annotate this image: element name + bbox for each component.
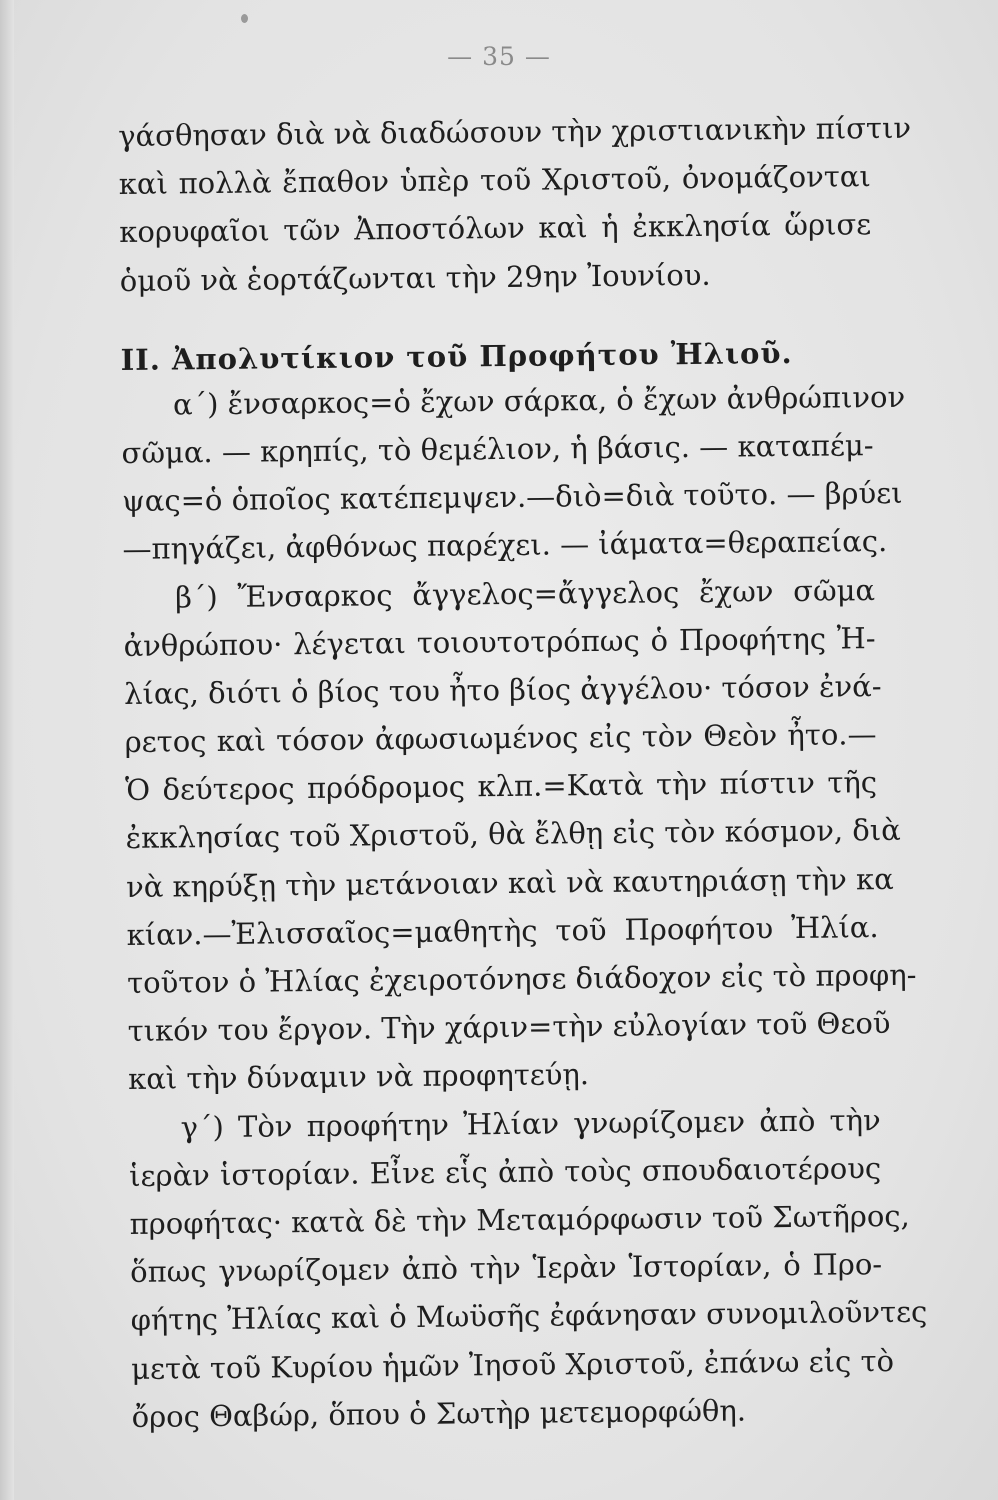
text-line: γάσθησαν διὰ νὰ διαδώσουν τὴν χριστιανικὴν πίστιν [118, 110, 912, 153]
text-line: ρετος καὶ τόσον ἀφωσιωμένος εἰς τὸν Θεὸν ἦτο.— [124, 717, 877, 760]
paragraph-beta [123, 566, 917, 1104]
text-line: ἀνθρώπου· λέγεται τοιουτοτρόπως ὁ Προφήτης Ἠ- [123, 620, 876, 663]
page-body [118, 104, 928, 1441]
text-line: ὁμοῦ νὰ ἑορτάζωνται τὴν 29ην Ἰουνίου. [119, 257, 711, 298]
text-line: καὶ τὴν δύναμιν νὰ προφητεύῃ. [127, 1057, 590, 1097]
text-line: λίας, διότι ὁ βίος του ἦτο βίος ἀγγέλου· τόσον ἐνά- [123, 668, 882, 711]
text-line: φήτης Ἠλίας καὶ ὁ Μωϋσῆς ἐφάνησαν συνομιλοῦντες [130, 1294, 928, 1338]
text-line: ἱερὰν ἱστορίαν. Εἶνε εἷς ἀπὸ τοὺς σπουδαιοτέρους [128, 1150, 882, 1193]
paragraph-alpha [121, 373, 906, 574]
ink-speck [241, 14, 248, 23]
text-line: α΄) ἔνσαρκος=ὁ ἔχων σάρκα, ὁ ἔχων ἀνθρώπινον [172, 379, 906, 422]
text-line: κίαν.—Ἐλισσαῖος=μαθητὴς τοῦ Προφήτου Ἠλία. [126, 909, 879, 952]
text-line: γ΄) Τὸν προφήτην Ἠλίαν γνωρίζομεν ἀπὸ τὴν [180, 1102, 881, 1144]
paragraph-continuation [118, 104, 912, 305]
paragraph-gamma [128, 1096, 928, 1441]
text-line: ἐκκλησίας τοῦ Χριστοῦ, θὰ ἔλθῃ εἰς τὸν κόσμον, διὰ [125, 813, 901, 856]
text-line: καὶ πολλὰ ἔπαθον ὑπὲρ τοῦ Χριστοῦ, ὀνομάζονται [118, 159, 871, 202]
section-heading: ΙΙ. Ἀπολυτίκιον τοῦ Προφήτου Ἠλιοῦ. [120, 335, 793, 377]
text-line: β΄) Ἔνσαρκος ἄγγελος=ἄγγελος ἔχων σῶμα [174, 572, 876, 614]
page-edge-shadow [0, 0, 14, 1500]
text-line: Ὁ δεύτερος πρόδρομος κλπ.=Κατὰ τὴν πίστιν τῆς [124, 765, 878, 808]
text-line: μετὰ τοῦ Κυρίου ἡμῶν Ἰησοῦ Χριστοῦ, ἐπάνω εἰς τὸ [130, 1343, 895, 1386]
page-number: — 35 — [447, 42, 551, 71]
text-line: —πηγάζει, ἀφθόνως παρέχει. — ἰάματα=θεραπείας. [122, 524, 888, 567]
text-line: κορυφαῖοι τῶν Ἀποστόλων καὶ ἡ ἐκκλησία ὥρισε [119, 207, 872, 250]
text-line: ὄρος Θαβώρ, ὅπου ὁ Σωτὴρ μετεμορφώθη. [131, 1393, 747, 1434]
text-line: σῶμα. — κρηπίς, τὸ θεμέλιον, ἡ βάσις. — καταπέμ- [121, 428, 874, 470]
text-line: τικόν του ἔργον. Τὴν χάριν=τὴν εὐλογίαν τοῦ Θεοῦ [127, 1006, 891, 1049]
text-line: ὅπως γνωρίζομεν ἀπὸ τὴν Ἱερὰν Ἱστορίαν, ὁ Προ- [129, 1247, 883, 1290]
text-line: ψας=ὁ ὁποῖος κατέπεμψεν.—διὸ=διὰ τοῦτο. — βρύει [121, 475, 903, 519]
text-line: τοῦτον ὁ Ἠλίας ἐχειροτόνησε διάδοχον εἰς τὸ προφη- [126, 957, 917, 1000]
text-line: νὰ κηρύξῃ τὴν μετάνοιαν καὶ νὰ καυτηριάσῃ τὴν κα [125, 861, 894, 904]
text-line: προφήτας· κατὰ δὲ τὴν Μεταμόρφωσιν τοῦ Σωτῆρος, [129, 1198, 910, 1241]
